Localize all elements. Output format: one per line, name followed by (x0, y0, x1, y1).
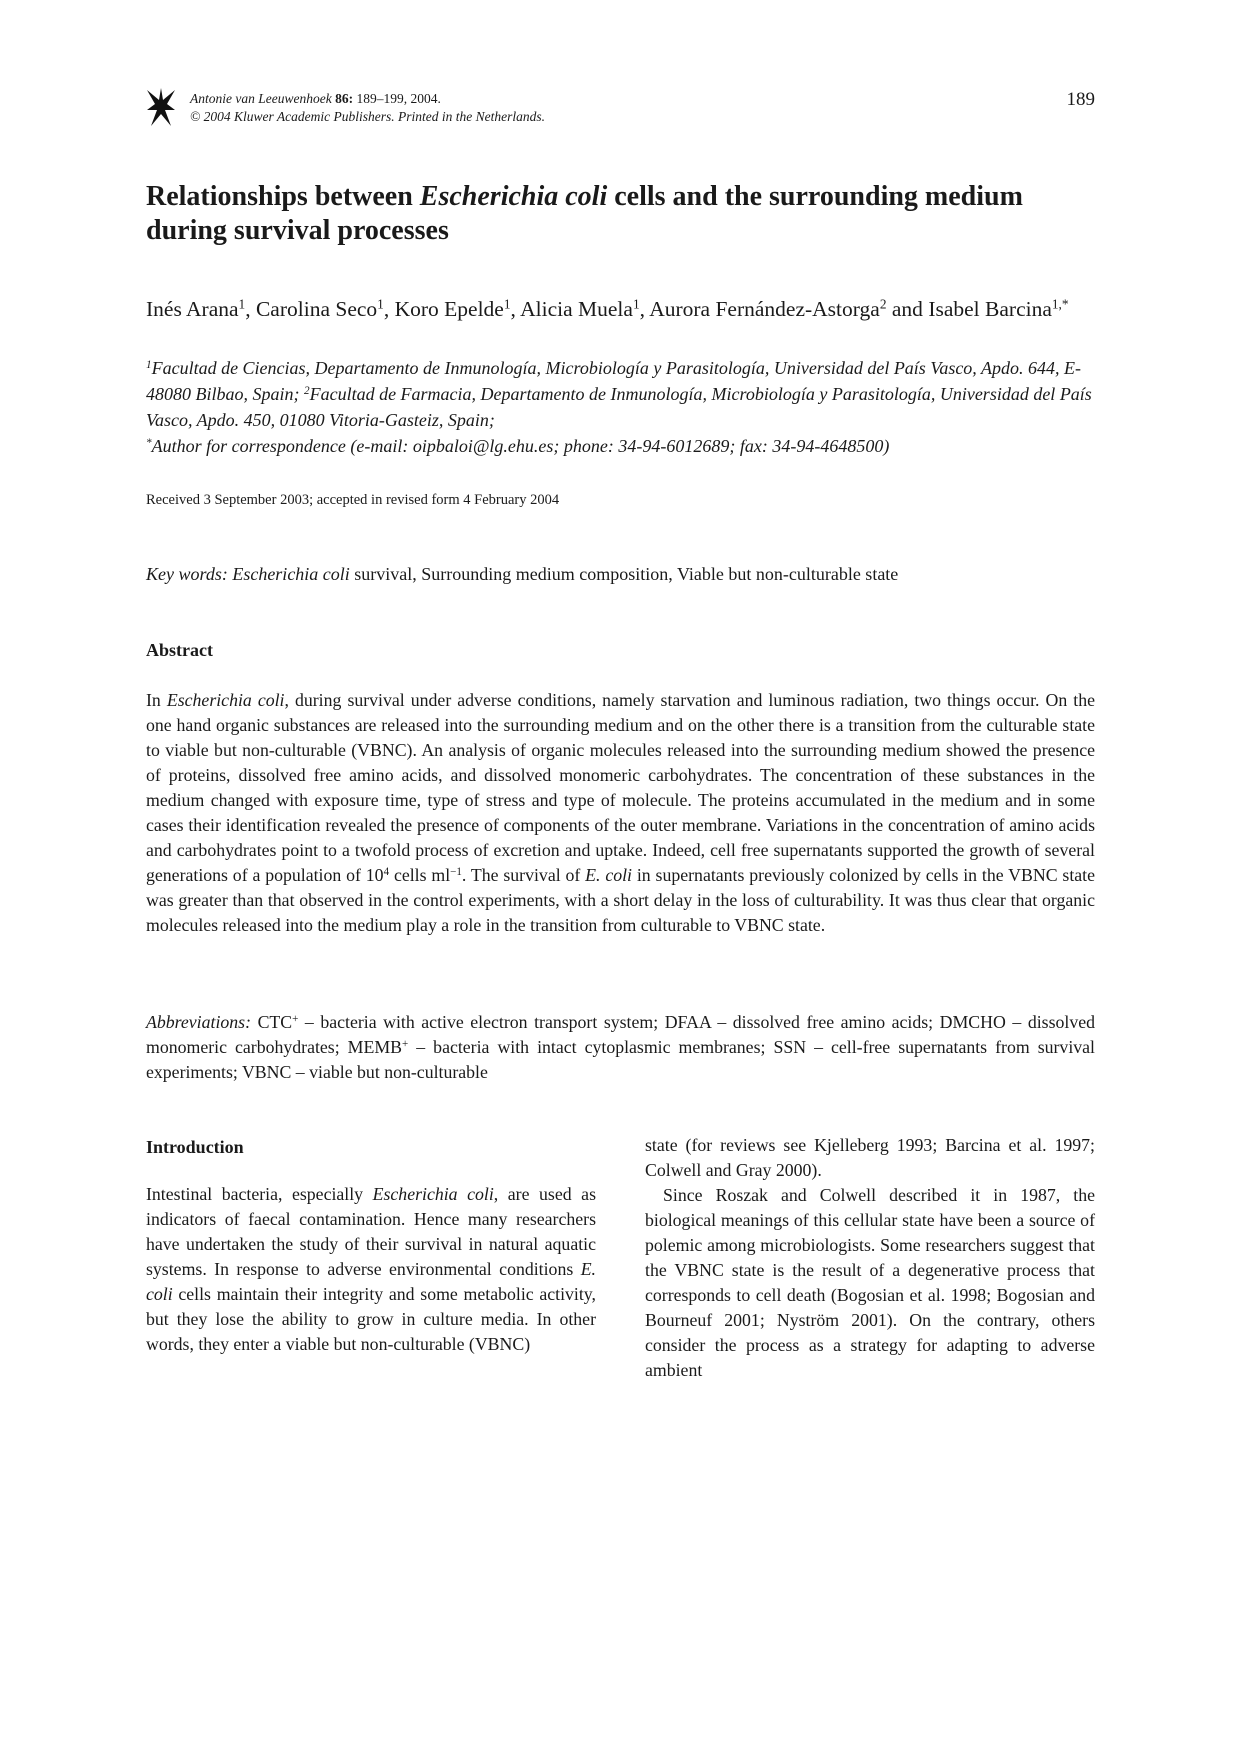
author-name: Alicia Muela (520, 297, 633, 321)
abstract-heading: Abstract (146, 640, 213, 660)
paragraph (146, 1182, 596, 1357)
keywords-species: Escherichia coli (232, 564, 350, 584)
abstract-text: in supernatants previously colonized by cells in the VBNC state was greater than that observed in the control experiments, with a short delay in the loss of culturability. It was thus clear that organic molecules released into the medium play a role in the transition from culturable to VBNC state. (146, 865, 1095, 935)
introduction-column-2 (645, 1133, 1095, 1383)
abbreviations-sup: + (402, 1037, 409, 1050)
author-name: Inés Arana (146, 297, 239, 321)
abbreviations-label: Abbreviations: (146, 1012, 252, 1032)
title-species: Escherichia coli (419, 181, 608, 212)
author-sep: , (639, 297, 650, 321)
affiliation-2: Facultad de Farmacia, Departamento de Inmunología, Microbiología y Parasitología, Universidad del País Vasco, Apdo. 450, 01080 Vitoria-Gasteiz, Spain; (146, 384, 1092, 430)
affiliation-1: Facultad de Ciencias, Departamento de Inmunología, Microbiología y Parasitología, Universidad del País Vasco, Apdo. 644, E-48080 Bilbao, Spain; (146, 358, 1081, 404)
page-number: 189 (1066, 89, 1095, 110)
author-name: Koro Epelde (394, 297, 504, 321)
abstract-exponent: −1 (450, 865, 462, 878)
author-sep: , (383, 297, 395, 321)
paragraph: Since Roszak and Colwell described it in 1987, the biological meanings of this cellular state have been a source of polemic among microbiologists. Some researchers suggest that the VBNC state is the result of a degenerative process that corresponds to cell death (Bogosian et al. 1998; Bogosian and Bourneuf 2001; Nyström 2001). On the contrary, others consider the process as a strategy for adapting to adverse ambient (645, 1185, 1095, 1380)
abstract-text: , during survival under adverse conditions, namely starvation and luminous radiation, two things occur. On the one hand organic substances are released into the surrounding medium and on the other there is a transition from the culturable state to viable but non-culturable (VBNC). An analysis of organic molecules released into the surrounding medium showed the presence of proteins, dissolved free amino acids, and dissolved monomeric carbohydrates. The concentration of these substances in the medium changed with exposure time, type of stress and type of molecule. The proteins accumulated in the medium and in some cases their identification revealed the presence of components of the outer membrane. Variations in the concentration of amino acids and carbohydrates point to a twofold process of excretion and uptake. Indeed, cell free supernatants supported the growth of several generations of a population of 10 (146, 690, 1096, 885)
intro-species: Escherichia coli (372, 1184, 494, 1204)
abstract-body (146, 688, 1095, 938)
intro-text: cells maintain their integrity and some metabolic activity, but they lose the ability to grow in culture media. In other words, they enter a viable but non-culturable (VBNC) (146, 1284, 596, 1354)
keywords-rest: survival, Surrounding medium composition, Viable but non-culturable state (349, 564, 899, 584)
abbreviations (146, 1010, 1095, 1085)
intro-species: E. coli (146, 1259, 596, 1304)
author-sup: 1 (503, 296, 511, 312)
author-list (146, 295, 1096, 323)
author-sep: , (245, 297, 256, 321)
author-sep: , (510, 297, 521, 321)
abstract-species: Escherichia coli (166, 690, 285, 710)
copyright-line: © 2004 Kluwer Academic Publishers. Printed in the Netherlands. (190, 109, 545, 124)
journal-citation (190, 90, 545, 126)
author-name: Aurora Fernández-Astorga (649, 297, 880, 321)
author-sup: 1,* (1051, 296, 1069, 312)
abbreviations-sup: + (292, 1012, 299, 1025)
introduction-column-1 (146, 1182, 596, 1357)
author-sup: 1 (377, 296, 384, 312)
received-dates: Received 3 September 2003; accepted in revised form 4 February 2004 (146, 492, 560, 508)
journal-pages: 189–199, 2004. (353, 91, 441, 106)
abstract-exponent: 4 (383, 865, 390, 878)
abbreviations-text: – bacteria with intact cytoplasmic membranes; SSN – cell-free supernatants from survival experiments; VBNC – viable but non-culturable (146, 1037, 1095, 1082)
author-sep: and (886, 297, 929, 321)
title-part2: cells and the surrounding medium during survival processes (146, 181, 1023, 246)
introduction-heading: Introduction (146, 1137, 244, 1157)
abbreviations-text: – bacteria with active electron transport system; DFAA – dissolved free amino acids; DMCHO – dissolved monomeric carbohydrates; MEMB (146, 1012, 1095, 1057)
affil-sup-star: * (146, 436, 152, 449)
keywords-label: Key words: (146, 564, 228, 584)
abstract-species: E. coli (585, 865, 632, 885)
abstract-text: . The survival of (461, 865, 586, 885)
affiliations (146, 355, 1096, 459)
title-part1: Relationships between (146, 181, 420, 212)
paragraph: state (for reviews see Kjelleberg 1993; Barcina et al. 1997; Colwell and Gray 2000). (645, 1135, 1095, 1180)
publisher-logo-icon (145, 86, 177, 128)
article-title (146, 180, 1096, 248)
keywords (146, 564, 1096, 585)
author-sup: 1 (632, 296, 640, 312)
affil-sup-2: 2 (304, 384, 310, 397)
journal-volume: 86: (335, 91, 354, 106)
author-name: Isabel Barcina (928, 297, 1052, 321)
abstract-text: In (146, 690, 167, 710)
author-sup: 2 (879, 296, 887, 312)
abstract-text: cells ml (389, 865, 451, 885)
author-name: Carolina Seco (255, 297, 378, 321)
abbreviations-text: CTC (251, 1012, 293, 1032)
affil-sup-1: 1 (146, 358, 152, 371)
intro-text: Intestinal bacteria, especially (146, 1184, 373, 1204)
correspondence: Author for correspondence (e-mail: oipbaloi@lg.ehu.es; phone: 34-94-6012689; fax: 34-94-4648500) (151, 436, 890, 456)
journal-name: Antonie van Leeuwenhoek (190, 91, 332, 106)
intro-text: , are used as indicators of faecal contamination. Hence many researchers have undertaken the study of their survival in natural aquatic systems. In response to adverse environmental conditions (146, 1184, 596, 1279)
author-sup: 1 (238, 296, 246, 312)
